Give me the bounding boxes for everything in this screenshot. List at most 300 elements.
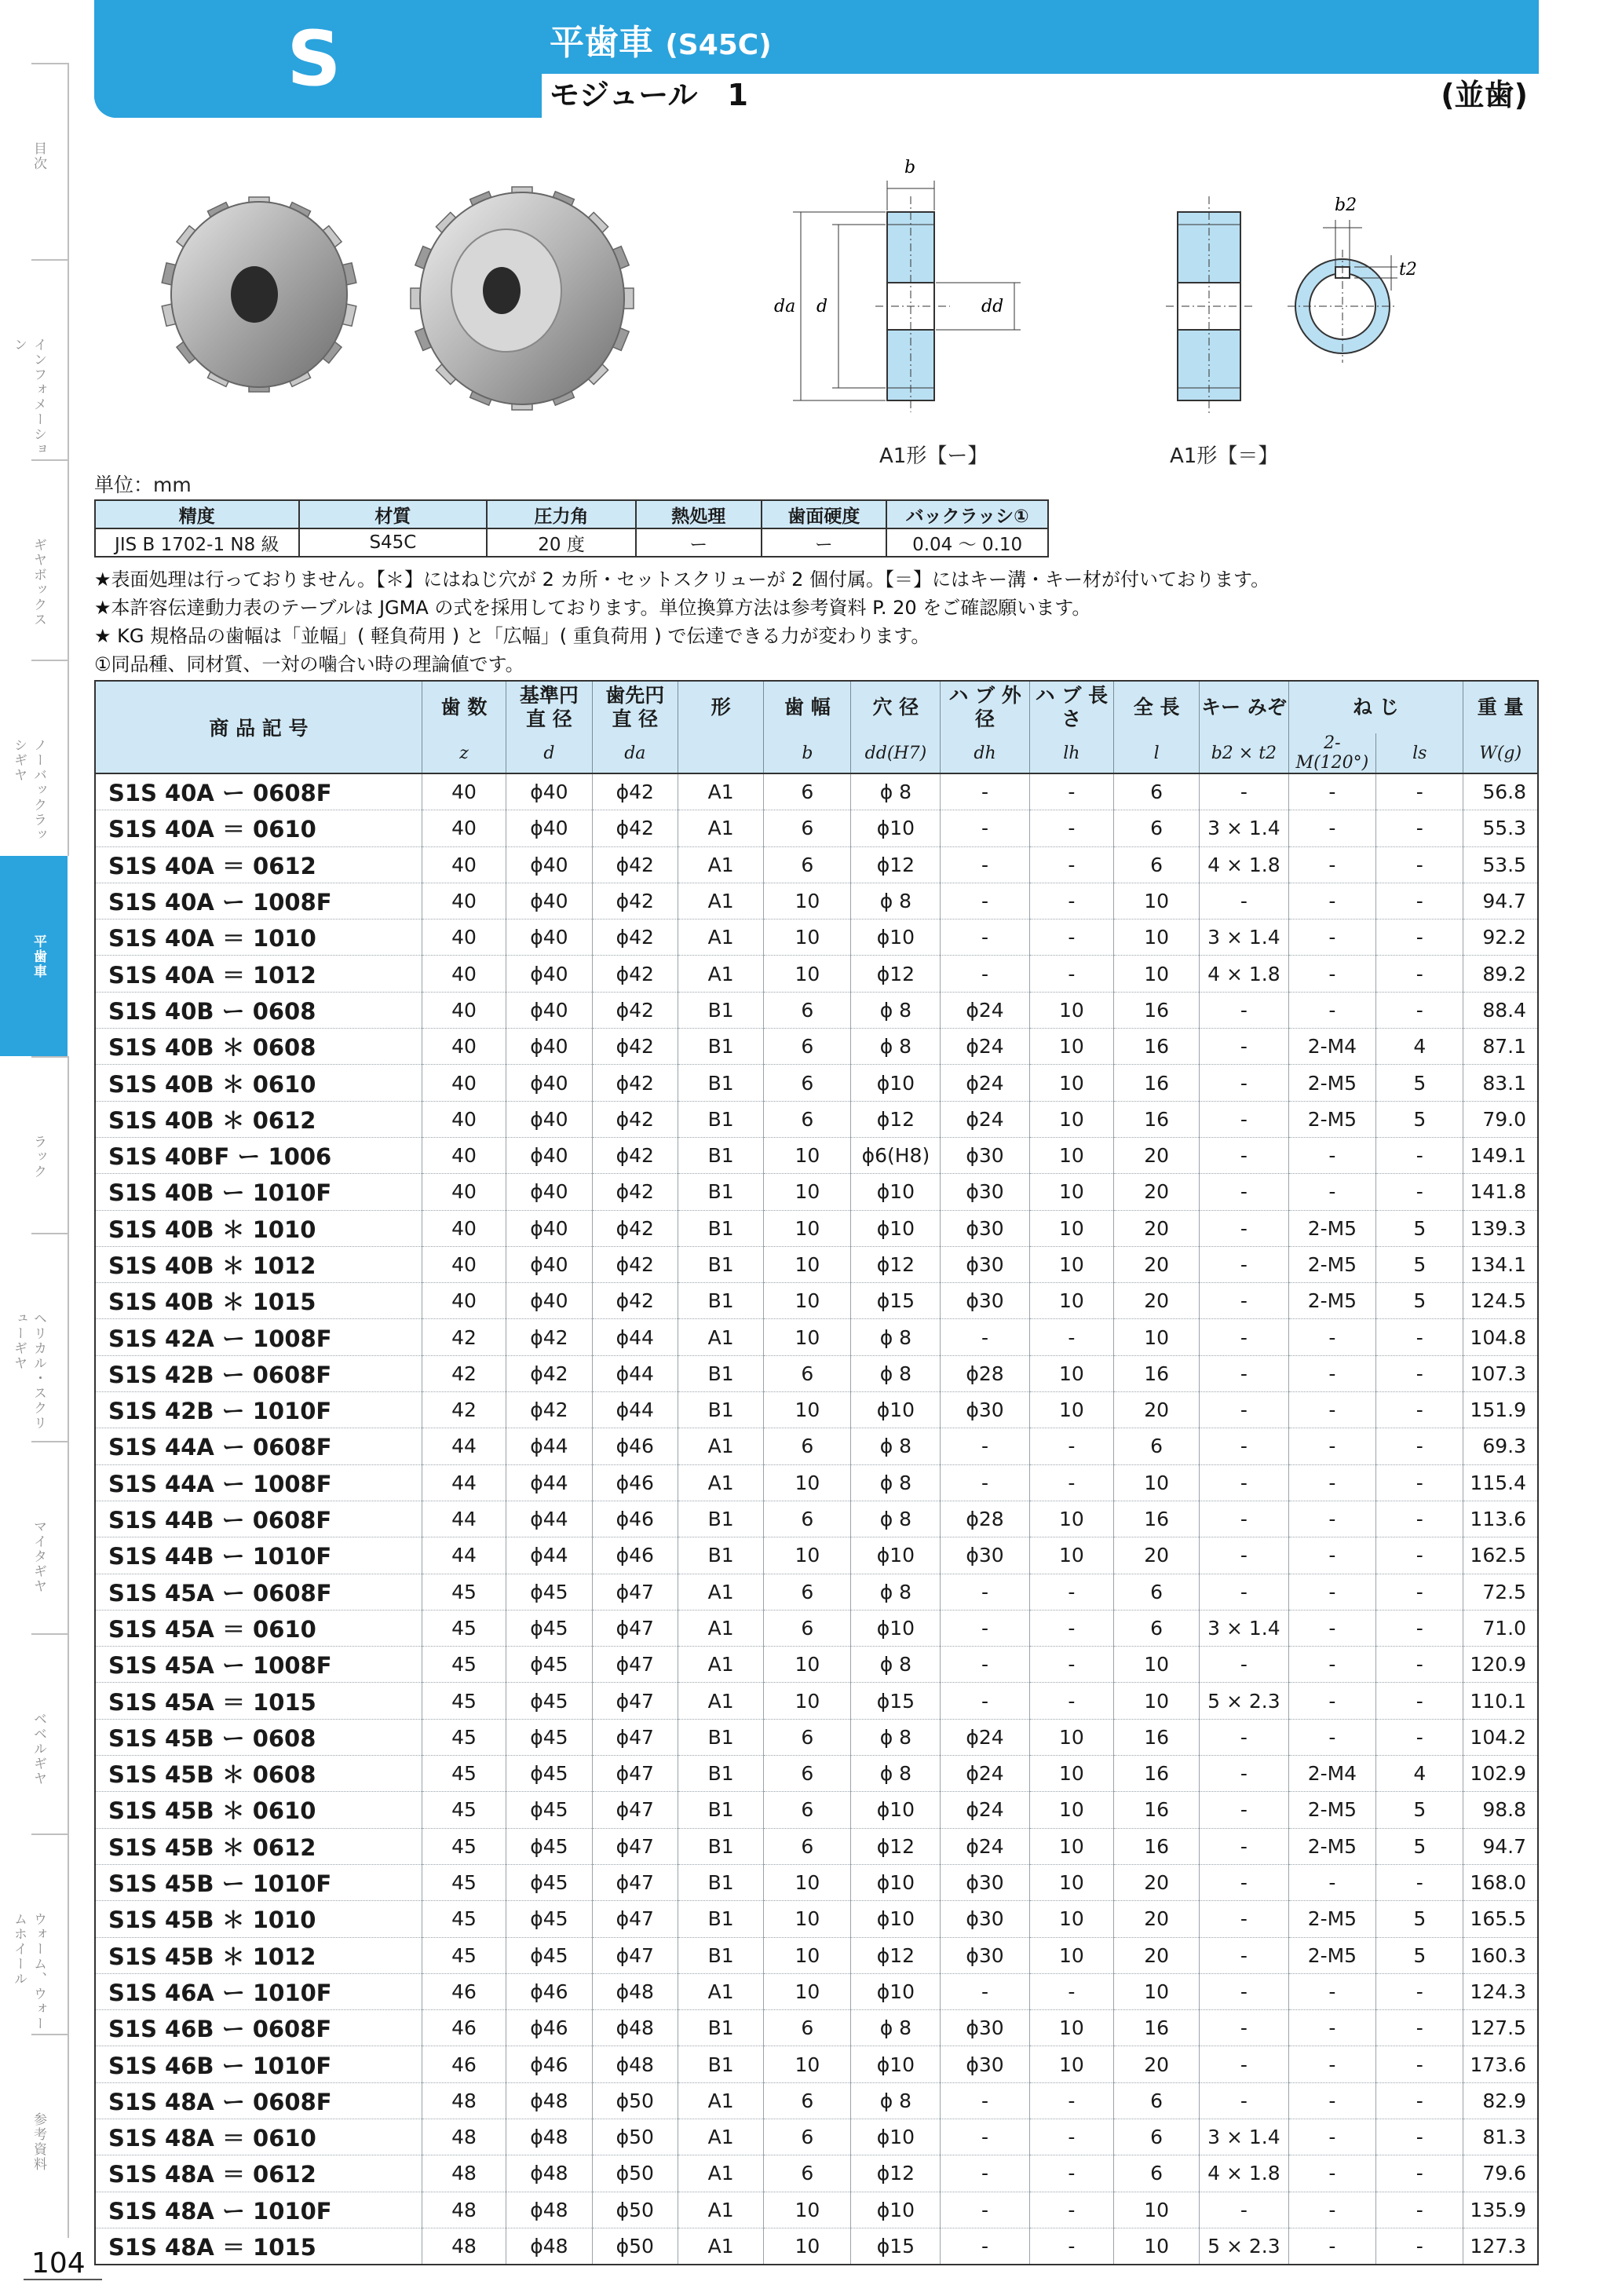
table-cell: ϕ42 [592,810,678,846]
table-cell: - [1288,1464,1376,1501]
table-cell: 42 [422,1319,506,1355]
table-row [95,1501,1538,1537]
table-cell: - [1376,2119,1463,2155]
table-cell: ϕ10 [851,2119,941,2155]
table-cell: - [1376,1501,1463,1537]
table-cell: B1 [678,1719,764,1755]
table-cell: 10 [764,1647,851,1683]
table-row [95,1210,1538,1246]
table-cell: 6 [764,1501,851,1537]
table-cell: 4 [1376,1756,1463,1792]
table-cell: ϕ47 [592,1574,678,1610]
table-cell: 6 [764,2155,851,2192]
table-cell: - [941,810,1029,846]
table-cell: ϕ44 [592,1319,678,1355]
table-cell: ϕ42 [592,846,678,883]
table-cell: 5 [1376,1210,1463,1246]
table-cell: 6 [1114,1428,1200,1464]
table-cell: 10 [1029,1901,1113,1937]
sidebar-item-11[interactable] [0,2034,69,2238]
table-cell: 10 [1029,1065,1113,1101]
table-cell: A1 [678,1973,764,2009]
table-cell: - [1288,846,1376,883]
table-cell: 10 [1029,1101,1113,1137]
table-cell: - [1288,2155,1376,2192]
section-letter: S [287,15,342,103]
table-cell: ϕ46 [592,1428,678,1464]
table-cell: - [1288,1647,1376,1683]
sym-key: b2 × t2 [1200,733,1288,773]
table-row [95,2046,1538,2082]
table-cell: 16 [1114,1101,1200,1137]
col-header-name: 商 品 記 号 [95,681,422,773]
sidebar-item-10[interactable] [0,1834,69,2034]
dim-t2: t2 [1399,260,1417,280]
table-cell: - [1200,2192,1288,2228]
table-cell: 168.0 [1463,1864,1538,1900]
table-row [95,810,1538,846]
table-cell: ϕ47 [592,1719,678,1755]
table-cell: 45 [422,1610,506,1646]
table-cell: - [1376,992,1463,1028]
table-cell: 115.4 [1463,1464,1538,1501]
table-cell: - [1288,1428,1376,1464]
table-cell: 151.9 [1463,1392,1538,1428]
table-cell: 104.2 [1463,1719,1538,1755]
table-cell: 98.8 [1463,1792,1538,1828]
table-cell: ϕ24 [941,1719,1029,1755]
table-cell: - [1376,1428,1463,1464]
table-cell: - [1200,1464,1288,1501]
table-cell: ϕ30 [941,1937,1029,1973]
sidebar-item-label: 参考資料 [31,2112,46,2172]
table-cell: 10 [1029,1210,1113,1246]
product-code: S1S 45B ＊ 0612 [95,1828,422,1864]
table-cell: - [1200,1501,1288,1537]
product-code: S1S 40B ＊ 0612 [95,1101,422,1137]
table-cell: ϕ 8 [851,1647,941,1683]
sym-lh: lh [1029,733,1113,773]
table-cell: 6 [764,1428,851,1464]
table-cell: 45 [422,1828,506,1864]
table-cell: - [1029,1574,1113,1610]
table-cell: B1 [678,1537,764,1574]
sidebar-item-9[interactable] [0,1633,69,1834]
table-cell: 10 [1029,1937,1113,1973]
table-cell: 10 [1029,1828,1113,1864]
table-cell: A1 [678,1319,764,1355]
table-cell: 6 [764,992,851,1028]
table-cell: 81.3 [1463,2119,1538,2155]
table-cell: 20 [1114,1246,1200,1282]
table-cell: ϕ48 [506,2192,592,2228]
sidebar-item-8[interactable] [0,1441,69,1633]
table-cell: 16 [1114,2010,1200,2046]
table-cell: 107.3 [1463,1355,1538,1391]
table-cell: ϕ42 [592,883,678,919]
table-cell: - [1288,1683,1376,1719]
table-cell: 40 [422,1174,506,1210]
product-code: S1S 40A ー 0608F [95,773,422,810]
table-cell: - [941,1574,1029,1610]
sidebar-item-2[interactable] [0,259,69,459]
table-cell: - [941,2082,1029,2119]
product-code: S1S 40B ＊ 0608 [95,1029,422,1065]
table-cell: - [1200,1864,1288,1900]
table-cell: 5 × 2.3 [1200,2228,1288,2265]
table-cell: B1 [678,1792,764,1828]
table-cell: ϕ50 [592,2192,678,2228]
sidebar-item-4[interactable] [0,660,69,856]
table-cell: 3 × 1.4 [1200,919,1288,956]
sidebar-item-7[interactable] [0,1233,69,1441]
table-cell: B1 [678,1065,764,1101]
sym-type [678,733,764,773]
table-row [95,1901,1538,1937]
sidebar-item-5[interactable] [0,856,68,1056]
table-cell: - [1376,1647,1463,1683]
table-cell: - [1200,1756,1288,1792]
table-cell: - [1376,2046,1463,2082]
table-cell: ϕ50 [592,2119,678,2155]
table-cell: ϕ24 [941,1828,1029,1864]
table-cell: - [1376,1574,1463,1610]
table-row [95,883,1538,919]
table-cell: ϕ42 [592,1137,678,1173]
table-cell: 2-M5 [1288,1937,1376,1973]
table-cell: - [1029,1319,1113,1355]
product-code: S1S 40A ＝ 1010 [95,919,422,956]
spec-header-backlash: バックラッシ① [886,500,1048,528]
table-cell: - [1200,1792,1288,1828]
table-cell: ϕ28 [941,1501,1029,1537]
table-cell: ϕ45 [506,1901,592,1937]
table-cell: - [1376,1392,1463,1428]
product-code: S1S 45B ＊ 0608 [95,1756,422,1792]
sym-l: l [1114,733,1200,773]
table-cell: B1 [678,2010,764,2046]
table-cell: ϕ24 [941,992,1029,1028]
table-cell: 2-M5 [1288,1246,1376,1282]
table-cell: ϕ40 [506,1101,592,1137]
table-cell: A1 [678,1610,764,1646]
table-cell: ϕ42 [592,992,678,1028]
table-cell: B1 [678,1828,764,1864]
table-cell: - [941,846,1029,883]
table-cell: - [1029,810,1113,846]
table-cell: - [1029,1683,1113,1719]
table-cell: 20 [1114,1137,1200,1173]
table-cell: 10 [1029,1392,1113,1428]
table-cell: - [1376,1319,1463,1355]
table-cell: - [941,1683,1029,1719]
col-header-total-length: 全 長 [1114,681,1200,733]
table-cell: ϕ12 [851,1246,941,1282]
table-cell: 89.2 [1463,956,1538,992]
table-cell: 10 [1114,1464,1200,1501]
product-code: S1S 40BF ー 1006 [95,1137,422,1173]
table-cell: 20 [1114,1937,1200,1973]
table-cell: - [1029,1973,1113,2009]
table-cell: 16 [1114,1828,1200,1864]
table-cell: 40 [422,1210,506,1246]
table-cell: 6 [764,1101,851,1137]
col-header-pitch-diameter: 基準円 直 径 [506,681,592,733]
diagram-a1-equal-caption: A1形【＝】 [1170,444,1279,468]
table-cell: A1 [678,1464,764,1501]
table-row [95,1647,1538,1683]
table-row [95,1864,1538,1900]
table-cell: 20 [1114,1537,1200,1574]
table-cell: ϕ42 [592,919,678,956]
table-cell: - [1029,2082,1113,2119]
table-cell: 16 [1114,1029,1200,1065]
gear-photo-b-type [385,173,644,416]
table-cell: 6 [764,1828,851,1864]
spec-value-pressure-angle: 20 度 [487,528,636,557]
table-cell: 10 [764,919,851,956]
table-cell: 45 [422,1756,506,1792]
sym-da: da [592,733,678,773]
table-cell: ϕ44 [592,1392,678,1428]
table-cell: B1 [678,992,764,1028]
table-cell: 48 [422,2155,506,2192]
product-code: S1S 44B ー 1010F [95,1537,422,1574]
table-row [95,1610,1538,1646]
table-cell: 110.1 [1463,1683,1538,1719]
col-header-hub-length: ハ ブ 長 さ [1029,681,1113,733]
table-cell: - [1029,883,1113,919]
table-cell: ϕ44 [506,1501,592,1537]
table-cell: - [1288,956,1376,992]
table-cell: - [1200,2010,1288,2046]
table-cell: - [1200,883,1288,919]
table-cell: 42 [422,1355,506,1391]
table-cell: ϕ46 [506,2010,592,2046]
table-cell: 16 [1114,1792,1200,1828]
table-cell: A1 [678,2155,764,2192]
sym-m: 2-M(120°) [1288,733,1376,773]
table-row [95,1174,1538,1210]
page-number-underline [24,2279,102,2280]
table-cell: - [1200,1355,1288,1391]
product-code: S1S 45A ＝ 0610 [95,1610,422,1646]
table-cell: ϕ24 [941,1029,1029,1065]
table-cell: - [1200,992,1288,1028]
product-code: S1S 42A ー 1008F [95,1319,422,1355]
table-cell: ϕ48 [592,2046,678,2082]
sidebar-item-label: ギヤボックス [31,538,46,627]
table-cell: A1 [678,2228,764,2265]
table-cell: ϕ47 [592,1792,678,1828]
table-cell: - [1029,2119,1113,2155]
table-cell: A1 [678,919,764,956]
spec-header-hardness: 歯面硬度 [762,500,887,528]
table-cell: - [1200,1901,1288,1937]
table-cell: - [1376,846,1463,883]
table-row [95,1719,1538,1755]
product-code: S1S 40A ＝ 0610 [95,810,422,846]
table-cell: 6 [1114,1610,1200,1646]
table-cell: 6 [764,1756,851,1792]
table-cell: ϕ12 [851,846,941,883]
table-cell: ϕ42 [506,1319,592,1355]
table-cell: - [1288,1501,1376,1537]
table-cell: 6 [764,1029,851,1065]
table-cell: ϕ10 [851,1792,941,1828]
table-cell: - [941,2119,1029,2155]
table-cell: 5 [1376,1901,1463,1937]
product-table [94,680,1539,2265]
table-cell: - [1288,810,1376,846]
table-cell: - [1376,810,1463,846]
table-cell: - [1029,2192,1113,2228]
module-label: モジュール 1 [550,78,748,112]
table-cell: 127.3 [1463,2228,1538,2265]
table-cell: B1 [678,1246,764,1282]
sidebar-item-label: ウォーム、ウォームホイール [11,1912,46,2031]
product-code: S1S 40B ＊ 1012 [95,1246,422,1282]
table-cell: - [1200,1246,1288,1282]
sidebar-item-6[interactable] [0,1056,69,1233]
table-cell: 10 [764,1392,851,1428]
product-code: S1S 45A ー 0608F [95,1574,422,1610]
product-code: S1S 45B ー 1010F [95,1864,422,1900]
table-cell: - [1200,1428,1288,1464]
table-cell: 10 [1029,1246,1113,1282]
table-cell: 6 [764,1355,851,1391]
table-cell: ϕ42 [592,1283,678,1319]
table-cell: B1 [678,1756,764,1792]
table-cell: 16 [1114,992,1200,1028]
sidebar-item-1[interactable] [0,63,69,259]
table-cell: ϕ45 [506,1574,592,1610]
table-cell: 6 [1114,810,1200,846]
title-main: 平歯車 [550,23,653,63]
spec-value-row [95,528,1048,557]
table-cell: - [1376,1683,1463,1719]
diagram-a1-minus [769,149,1036,432]
table-cell: - [1288,1319,1376,1355]
table-cell: 40 [422,919,506,956]
table-cell: - [941,2155,1029,2192]
product-code: S1S 45B ＊ 0610 [95,1792,422,1828]
table-row [95,2192,1538,2228]
table-cell: ϕ10 [851,2192,941,2228]
table-cell: - [1200,1828,1288,1864]
table-cell: ϕ12 [851,1828,941,1864]
table-cell: 20 [1114,1210,1200,1246]
table-cell: 135.9 [1463,2192,1538,2228]
table-cell: ϕ10 [851,1901,941,1937]
col-header-tip-diameter: 歯先円 直 径 [592,681,678,733]
table-cell: 10 [764,883,851,919]
table-cell: - [1288,2119,1376,2155]
table-cell: ϕ42 [592,1246,678,1282]
table-cell: 6 [1114,1574,1200,1610]
table-cell: - [1200,1210,1288,1246]
col-header-keyway: キー みぞ [1200,681,1288,733]
spec-header-pressure-angle: 圧力角 [487,500,636,528]
table-cell: ϕ48 [592,2010,678,2046]
table-row [95,1683,1538,1719]
table-cell: - [941,1319,1029,1355]
spec-table [94,499,1049,558]
table-cell: 45 [422,1937,506,1973]
table-cell: 69.3 [1463,1428,1538,1464]
table-cell: 6 [764,2082,851,2119]
table-cell: A1 [678,773,764,810]
table-cell: - [941,956,1029,992]
table-cell: ϕ 8 [851,992,941,1028]
table-cell: 10 [764,1283,851,1319]
table-cell: 48 [422,2192,506,2228]
table-cell: ϕ 8 [851,883,941,919]
table-cell: 10 [1114,919,1200,956]
table-cell: - [1376,1719,1463,1755]
table-cell: 10 [764,1137,851,1173]
table-cell: 10 [1114,1647,1200,1683]
table-cell: ϕ30 [941,1246,1029,1282]
table-cell: B1 [678,1501,764,1537]
table-row [95,1065,1538,1101]
table-cell: - [1200,2046,1288,2082]
table-cell: 10 [764,1864,851,1900]
table-cell: A1 [678,1574,764,1610]
table-cell: 10 [764,2046,851,2082]
table-cell: 10 [764,1537,851,1574]
table-cell: 102.9 [1463,1756,1538,1792]
table-row [95,1973,1538,2009]
table-cell: 6 [764,846,851,883]
tooth-type-label: (並歯) [1441,78,1528,112]
table-cell: - [1376,1973,1463,2009]
table-cell: - [1288,919,1376,956]
sidebar-item-label: 目次 [31,141,46,171]
product-code: S1S 45B ＊ 1010 [95,1901,422,1937]
table-cell: 16 [1114,1501,1200,1537]
table-cell: B1 [678,1029,764,1065]
table-row [95,1029,1538,1065]
col-header-bore: 穴 径 [851,681,941,733]
note-line: ★ KG 規格品の歯幅は「並幅」( 軽負荷用 ) と「広幅」( 重負荷用 ) で伝達できる力が変わります。 [94,625,930,647]
table-cell: - [1376,2228,1463,2265]
table-cell: 16 [1114,1355,1200,1391]
table-cell: ϕ 8 [851,1029,941,1065]
table-cell: A1 [678,1428,764,1464]
table-cell: ϕ 8 [851,1574,941,1610]
page-number: 104 [31,2247,86,2280]
table-cell: 40 [422,1246,506,1282]
table-cell: 2-M5 [1288,1792,1376,1828]
table-cell: 44 [422,1428,506,1464]
table-row [95,2010,1538,2046]
table-cell: A1 [678,2082,764,2119]
table-cell: ϕ47 [592,1683,678,1719]
product-code: S1S 40B ー 1010F [95,1174,422,1210]
table-cell: ϕ 8 [851,1355,941,1391]
table-cell: - [1376,773,1463,810]
table-cell: 6 [764,1065,851,1101]
product-code: S1S 44A ー 1008F [95,1464,422,1501]
table-cell: B1 [678,1283,764,1319]
table-cell: B1 [678,1392,764,1428]
table-cell: ϕ46 [592,1537,678,1574]
table-cell: ϕ42 [592,1174,678,1210]
table-cell: ϕ40 [506,810,592,846]
sidebar-item-3[interactable] [0,459,69,660]
table-cell: 5 [1376,1828,1463,1864]
